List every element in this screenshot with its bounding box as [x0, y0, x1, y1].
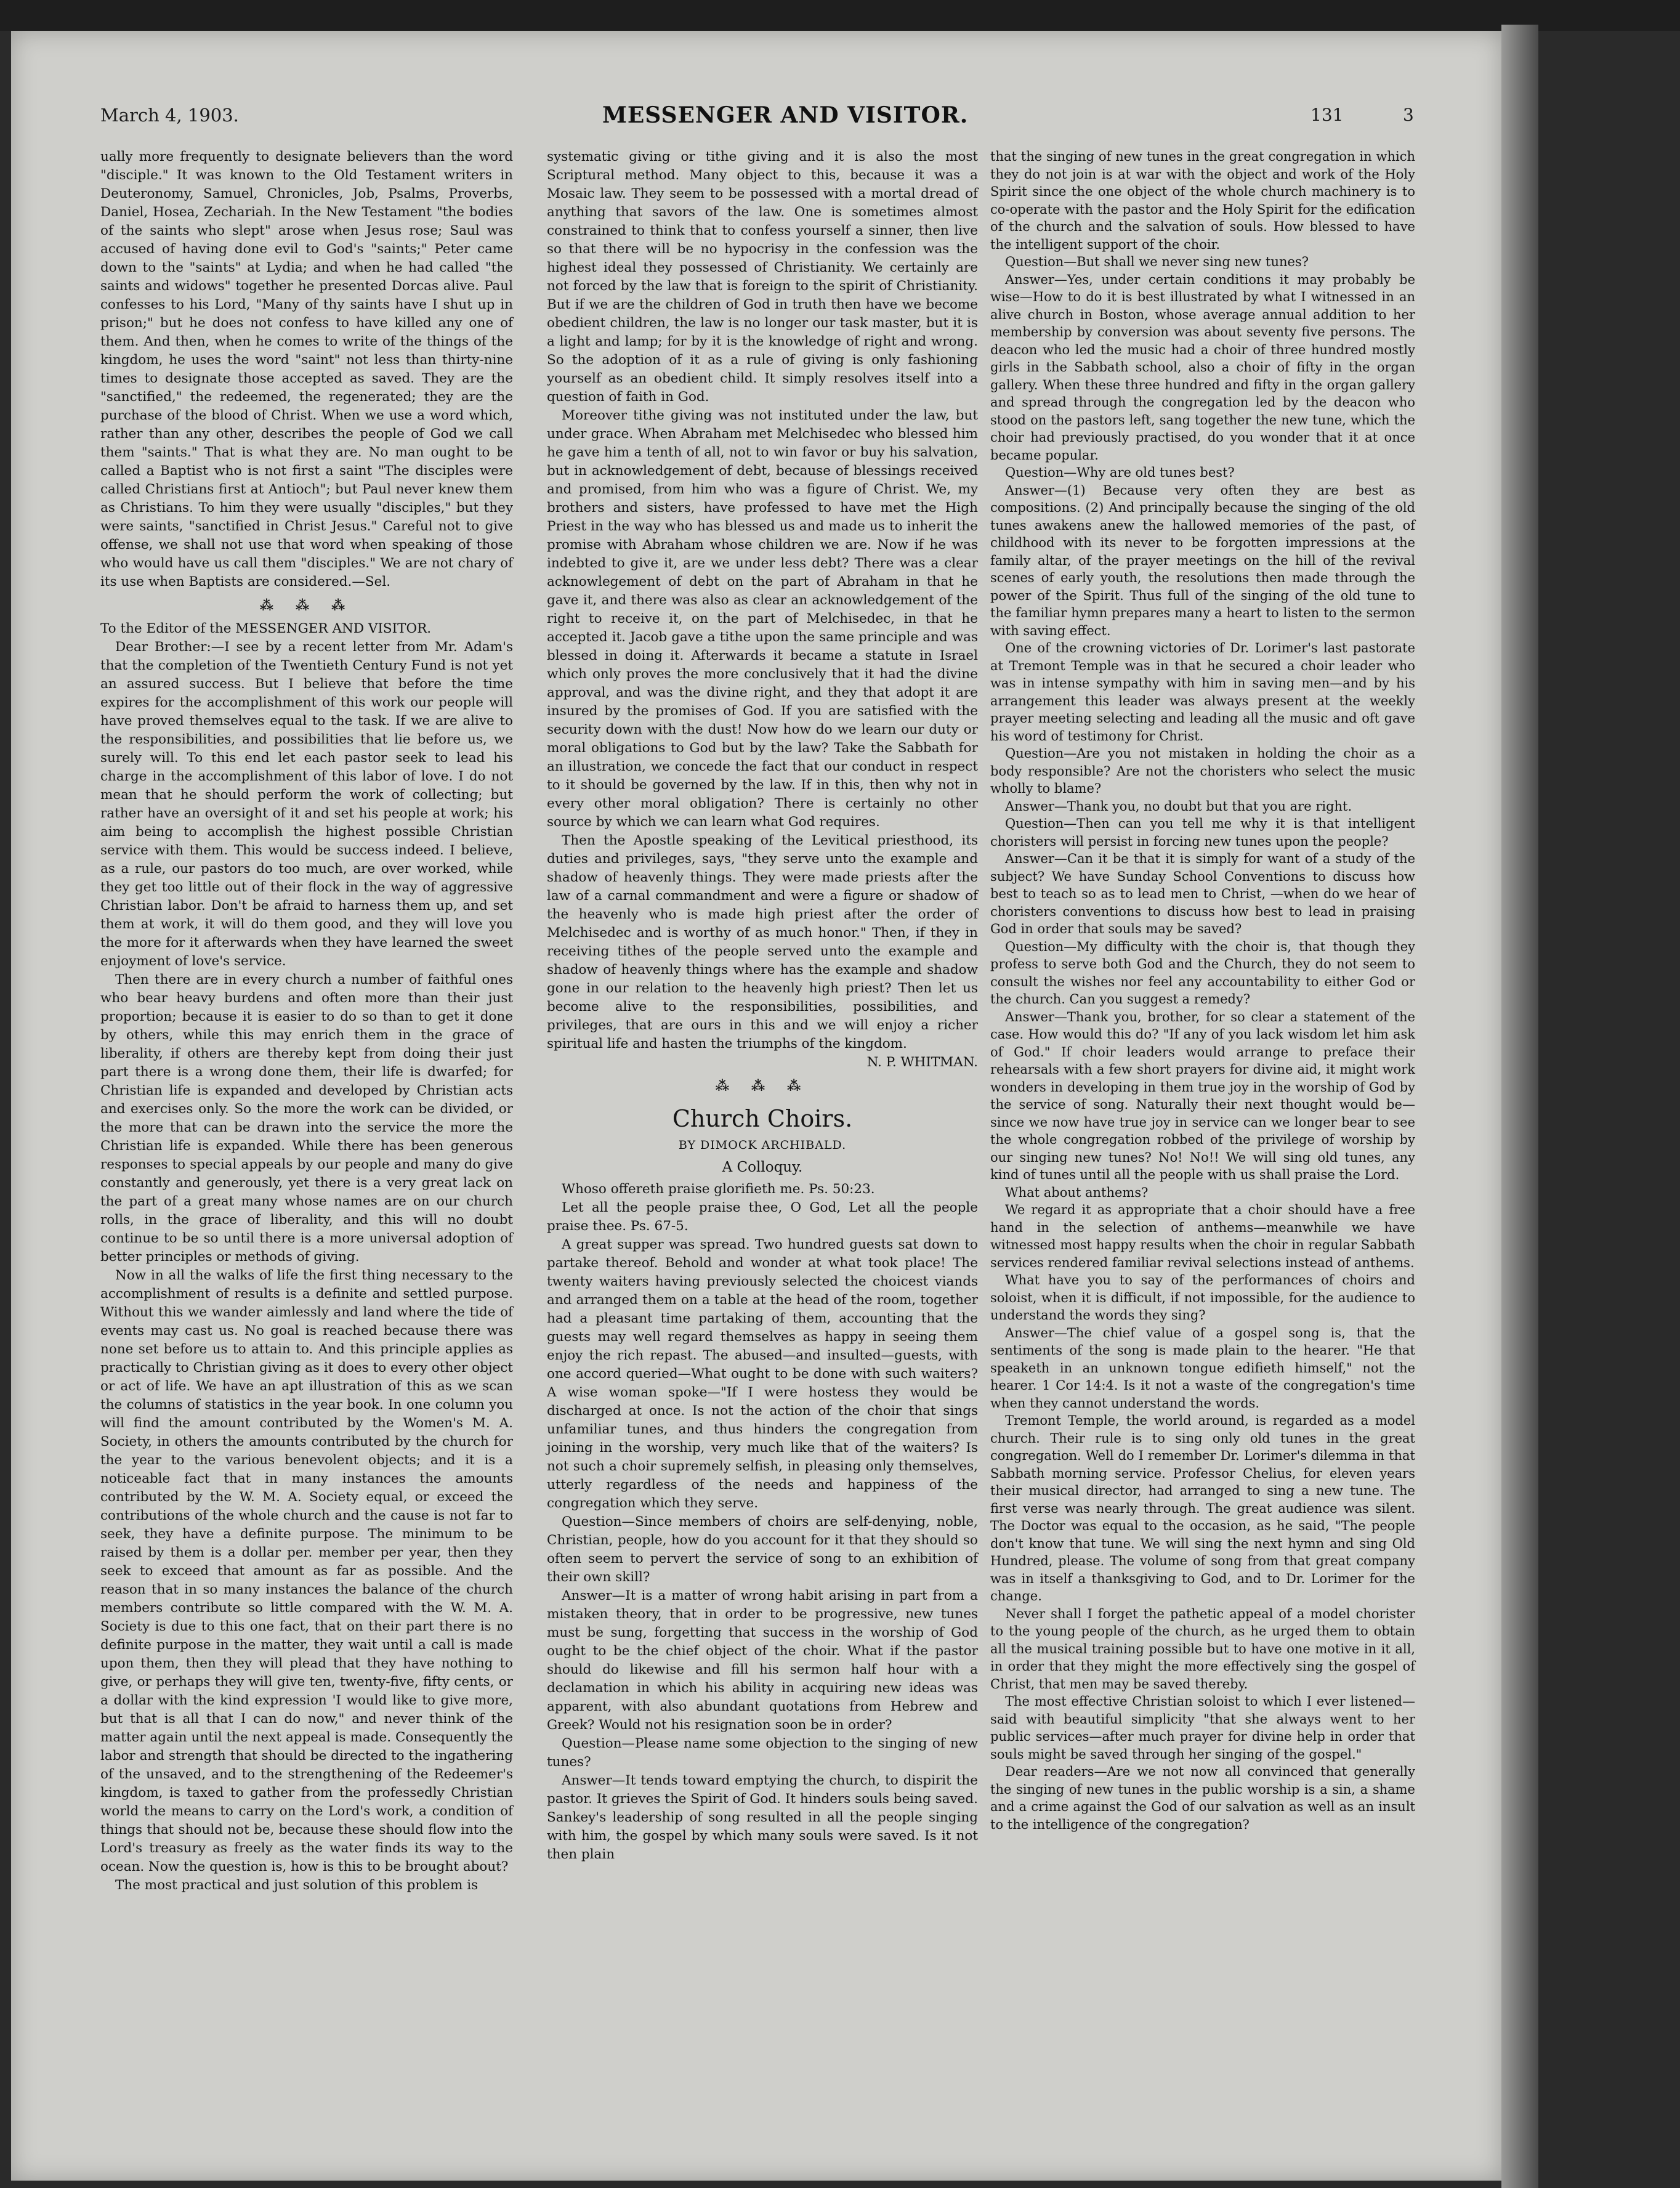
page-number: 3	[1403, 105, 1414, 125]
article-paragraph: Tremont Temple, the world around, is regarded as a model church. Their rule is to sing only old tunes in the great congregation. Well do I remember Dr. Lorimer's dilemma in that Sabbath morning service. Professor Chelius, for eleven years their musical director, had arranged to sing a new tune. The first verse was nearly through. The great audience was silent. The Doctor was equal to the occasion, as he said, "The people don't know that tune. We will sing the next hymn and sing Old Hundred, please. The volume of song from that great company was in itself a thanksgiving to God, and to Dr. Lorimer for the change.	[990, 1413, 1415, 1603]
masthead	[11, 74, 1501, 128]
section-divider: ⁂ ⁂ ⁂	[259, 598, 354, 614]
article-paragraph: What have you to say of the performances of choirs and soloist, when it is difficult, if not impossible, for the audience to understand the words they sing?	[990, 1273, 1415, 1323]
column-1	[100, 148, 513, 1895]
article-paragraph: The most effective Christian soloist to which I ever listened—said with beautiful simplicity "that she always went to her public services—after much prayer for divine help in order that souls might be saved through her singing of the gospel."	[990, 1694, 1415, 1762]
article-paragraph: systematic giving or tithe giving and it is also the most Scriptural method. Many object to this, because it was a Mosaic law. They seem to be possessed with a mortal dread of anything that savors of the law. One is sometimes almost constrained to think that to confess yourself a sinner, then live so that there will be no hypocrisy in the confession was the highest ideal they possessed of Christianity. We certainly are not forced by the law that is foreign to the spirit of Christianity. But if we are the children of God in truth then have we become obedient children, the law is no longer our task master, but it is a light and lamp; for by it is the knowledge of right and wrong. So the adoption of it as a rule of giving is only fashioning yourself as an obedient child. It simply resolves itself into a question of faith in God.	[547, 149, 978, 405]
article-subhead: A Colloquy.	[722, 1159, 803, 1175]
article-paragraph: Question—Why are old tunes best?	[1005, 465, 1235, 480]
author-signature: N. P. WHITMAN.	[866, 1055, 978, 1070]
article-paragraph: Answer—It is a matter of wrong habit arising in part from a mistaken theory, that in order to be progressive, new tunes must be sung, forgetting that success in the worship of God ought to be the chief object of the choir. What if the pastor should do likewise and fill his sermon half hour with a declamation in which his ability in acquiring new ideas was apparent, with also abundant quotations from Hebrew and Greek? Would not his resignation soon be in order?	[547, 1588, 978, 1733]
article-headline: Church Choirs.	[672, 1105, 853, 1132]
article-paragraph: ually more frequently to designate believers than the word "disciple." It was known to the Old Testament writers in Deuteronomy, Samuel, Chronicles, Job, Psalms, Proverbs, Daniel, Hosea, Zechariah. In the New Testament "the bodies of the saints who slept" arose when Jesus rose; Saul was accused of having done evil to God's "saints;" Peter came down to the "saints" at Lydia; and when he had called "the saints and widows" together he presented Dorcas alive. Paul confesses to his Lord, "Many of thy saints have I shut up in prison;" but he does not confess to have killed any one of them. And then, when he comes to write of the things of the kingdom, he uses the word "saint" not less than thirty-nine times to designate those accepted as saved. They are the "sanctified," the redeemed, the regenerated; they are the purchase of the blood of Christ. When we use a word which, rather than any other, describes the people of God we call them "saints." That is what they are. No man ought to be called a Baptist who is not first a saint "The disciples were called Christians first at Antioch"; but Paul never knew them as Christians. To him they were usually "disciples," but they were saints, "sanctified in Christ Jesus." Careful not to give offense, we shall not use that word when speaking of those who would have us call them "disciples." We are not chary of its use when Baptists are considered.—Sel.	[100, 149, 513, 590]
viewer-top-bar	[0, 0, 1680, 31]
article-paragraph: Never shall I forget the pathetic appeal of a model chorister to the young people of the church, as he urged them to obtain all the musical training possible but to have one motive in it all, in order that they might the more effectively sing the gospel of Christ, that men may be saved thereby.	[990, 1606, 1415, 1692]
article-paragraph: Answer—(1) Because very often they are best as compositions. (2) And principally because the singing of the old tunes awakens anew the hallowed memories of the past, of childhood with its never to be forgotten impressions at the family altar, of the prayer meetings on the hill of the revival scenes of early youth, the resolutions then made through the power of the Spirit. Thus full of the singing of the old tune to the familiar hymn prepares many a heart to listen to the sermon with saving effect.	[990, 482, 1415, 638]
page-edge-shadow	[1501, 25, 1538, 2188]
article-paragraph: Answer—Thank you, no doubt but that you are right.	[1005, 798, 1352, 814]
article-byline: BY DIMOCK ARCHIBALD.	[678, 1138, 847, 1152]
newspaper-title: MESSENGER AND VISITOR.	[602, 102, 969, 128]
column-3	[990, 148, 1415, 1833]
article-paragraph: Question—Then can you tell me why it is that intelligent choristers will persist in forcing new tunes upon the people?	[990, 816, 1415, 849]
article-paragraph: Dear Brother:—I see by a recent letter from Mr. Adam's that the completion of the Twentieth Century Fund is not yet an assured success. But I believe that before the time expires for the accomplishment of this work our people will have proved themselves equal to the task. If we are alive to the responsibilities, and possibilities that lie before us, we surely will. To this end let each pastor seek to lead his charge in the accomplishment of this labor of love. I do not mean that he should perform the work of collecting; but rather have an oversight of it and set his people at work; his aim being to accomplish the highest possible Christian service with them. This would be success indeed. I believe, as a rule, our pastors do too much, are over worked, while they get too little out of their flock in the way of aggressive Christian labor. Don't be afraid to harness them up, and set them at work, it will do them good, and they will love you the more for it afterwards when they have learned the sweet enjoyment of love's service.	[100, 639, 513, 969]
column-2	[547, 148, 978, 1864]
article-paragraph: Then the Apostle speaking of the Levitical priesthood, its duties and privileges, says, "they serve unto the example and shadow of heavenly things. They were made priests after the law of a carnal commandment and were a figure or shadow of the heavenly who is made high priest after the order of Melchisedec and is worthy of as much honor." Then, if they in receiving tithes of the people served unto the example and shadow of heavenly things where has the example and shadow gone in our relation to the heavenly high priest? Then let us become alive to the responsibilities, possibilities, and privileges, that are ours in this and we will enjoy a richer spiritual life and hasten the triumphs of the kingdom.	[547, 833, 978, 1051]
article-paragraph: Question—But shall we never sing new tunes?	[1005, 254, 1309, 269]
letter-salutation: To the Editor of the MESSENGER AND VISITOR.	[100, 621, 432, 636]
article-paragraph: Question—My difficulty with the choir is, that though they profess to serve both God and the Church, they do not seem to consult the wishes nor feel any accountability to either God or the church. Can you suggest a remedy?	[990, 939, 1415, 1007]
article-paragraph: Answer—Can it be that it is simply for want of a study of the subject? We have Sunday School Conventions to discuss how best to teach so as to lead men to Christ, —when do we hear of choristers conventions to discuss how best to lead in praising God in order that souls may be saved?	[990, 851, 1415, 936]
article-paragraph: Answer—Yes, under certain conditions it may probably be wise—How to do it is best illustrated by what I witnessed in an alive church in Boston, whose average annual addition to her membership by conversion was about seventy five persons. The deacon who led the music had a choir of three hundred mostly girls in the Sabbath school, also a choir of fifty in the organ gallery. When these three hundred and fifty in the organ gallery and spread through the congregation led by the deacon who stood on the pastors left, sang together the new tune, which the choir had previously practised, do you wonder that it at once became popular.	[990, 272, 1415, 463]
article-paragraph: Answer—It tends toward emptying the church, to dispirit the pastor. It grieves the Spirit of God. It hinders souls being saved. Sankey's leadership of song resulted in all the people singing with him, the gospel by which many souls were saved. Is it not then plain	[547, 1773, 978, 1862]
epigraph: Whoso offereth praise glorifieth me. Ps. 50:23.	[562, 1181, 875, 1197]
article-paragraph: We regard it as appropriate that a choir should have a free hand in the selection of anthems—meanwhile we have witnessed most happy results when the choir in regular Sabbath services rendered familiar revival selections instead of anthems.	[990, 1202, 1415, 1270]
article-paragraph: Answer—Thank you, brother, for so clear a statement of the case. How would this do? "If any of you lack wisdom let him ask of God." If choir leaders would arrange to preface their rehearsals with a few short prayers for divine aid, it might work wonders in developing in them true joy in the worship of God by the service of song. Naturally their next thought would be—since we now have true joy in service can we longer bear to see the whole congregation robbed of the privilege of worship by our singing new tunes? No! No!! We will sing old tunes, any kind of tunes until all the people with us shall praise the Lord.	[990, 1009, 1415, 1182]
article-paragraph: One of the crowning victories of Dr. Lorimer's last pastorate at Tremont Temple was in that he secured a choir leader who was in intense sympathy with him in saving men—and by his arrangement this leader was always present at the weekly prayer meeting selecting and leading all the music and oft gave his word of testimony for Christ.	[990, 641, 1415, 744]
epigraph: Let all the people praise thee, O God, Let all the people praise thee. Ps. 67-5.	[547, 1200, 978, 1234]
section-divider: ⁂ ⁂ ⁂	[715, 1078, 810, 1094]
newspaper-page	[11, 31, 1501, 2181]
article-paragraph: A great supper was spread. Two hundred guests sat down to partake thereof. Behold and wonder at what took place! The twenty waiters having previously selected the choicest viands and arranged them on a table at the head of the room, together had a pleasant time partaking of them, accounting that the guests may well regard themselves as happy in seeing them enjoy the rich repast. The abused—and insulted—guests, with one accord queried—What ought to be done with such waiters? A wise woman spoke—"If I were hostess they would be discharged at once. Is not the action of the choir that sings unfamiliar tunes, and thus hinders the congregation from joining in the worship, very much like that of the waiters? Is not such a choir supremely selfish, in pleasing only themselves, utterly regardless of the needs and happiness of the congregation which they serve.	[547, 1237, 978, 1511]
article-paragraph: Then there are in every church a number of faithful ones who bear heavy burdens and often more than their just proportion; because it is easier to do so than to get it done by others, while this may enrich them in the grace of liberality, if others are thereby kept from doing their just part there is a wrong done them, their life is dwarfed; for Christian life is expanded and developed by Christian acts and exercises only. So the more the work can be divided, or the more that can be drawn into the service the more the Christian life is expanded. While there has been generous responses to special appeals by our people and many do give constantly and generously, yet there is a very great lack on the part of a great many whose names are on our church rolls, in the grace of liberality, and this will no doubt continue to be so until there is a more universal adoption of better principles or methods of giving.	[100, 972, 513, 1265]
issue-number: 131	[1310, 105, 1344, 125]
article-paragraph: What about anthems?	[1005, 1185, 1149, 1200]
issue-date: March 4, 1903.	[100, 105, 239, 126]
article-paragraph: Dear readers—Are we not now all convinced that generally the singing of new tunes in the public worship is a sin, a shame and a crime against the God of our salvation as well as an insult to the intelligence of the congregation?	[990, 1764, 1415, 1832]
article-paragraph: Question—Please name some objection to the singing of new tunes?	[547, 1736, 978, 1770]
article-paragraph: Answer—The chief value of a gospel song is, that the sentiments of the song is made plain to the hearer. "He that speaketh in an unknown tongue edifieth himself," not the hearer. 1 Cor 14:4. Is it not a waste of the congregation's time when they cannot understand the words.	[990, 1325, 1415, 1411]
article-paragraph: that the singing of new tunes in the great congregation in which they do not join is at war with the object and work of the Holy Spirit since the one object of the whole church machinery is to co-operate with the pastor and the Holy Spirit for the edification of the church and the salvation of souls. How blessed to have the intelligent support of the choir.	[990, 149, 1415, 252]
article-paragraph: The most practical and just solution of this problem is	[115, 1878, 479, 1893]
article-paragraph: Moreover tithe giving was not instituted under the law, but under grace. When Abraham met Melchisedec who blessed him he gave him a tenth of all, not to win favor or buy his salvation, but in acknowledgement of debt, because of blessings received and promised, from him who was a figure of Christ. We, my brothers and sisters, have professed to have met the High Priest in the way who has blessed us and made us to inherit the promise with Abraham whose children we are. Now if he was indebted to give it, are we under less debt? There was a clear acknowlegement of debt on the part of Abraham in that he gave it, and there was also as clear an acknowledgement of the right to receive it, on the part of Melchisedec, in that he accepted it. Jacob gave a tithe upon the same principle and was blessed in doing it. Afterwards it became a statute in Israel which only proves the more conclusively that it had the divine approval, and was the divine right, and they that adopt it are insured by the promises of God. If you are satisfied with the security down with the dust! Now how do we learn our duty or moral obligations to God but by the law? Take the Sabbath for an illustration, we concede the fact that our conduct in respect to it should be governed by the law. If in this, then why not in every other moral obligation? There is certainly no other source by which we can learn what God requires.	[547, 408, 978, 830]
article-paragraph: Now in all the walks of life the first thing necessary to the accomplishment of results is a definite and settled purpose. Without this we wander aimlessly and land where the tide of events may cast us. No goal is reached because there was none set before us to attain to. And this principle applies as practically to Christian giving as it does to every other object or act of life. We have an apt illustration of this as we scan the columns of statistics in the year book. In one column you will find the amount contributed by the Women's M. A. Society, in others the amounts contributed by the church for the year to the various benevolent objects; and it is a noticeable fact that in many instances the amounts contributed by the W. M. A. Society equal, or exceed the contributions of the whole church and the cause is not far to seek, they have a definite purpose. The minimum to be raised by them is a dollar per. member per year, then they seek to exceed that amount as far as possible. And the reason that in so many instances the balance of the church members contribute so little compared with the W. M. A. Society is due to this one fact, that on their part there is no definite purpose in the matter, they wait until a call is made upon them, then they will plead that they have nothing to give, or perhaps they will give ten, twenty-five, fifty cents, or a dollar with the kind expression 'I would like to give more, but that is all that I can do now," and never think of the matter again until the next appeal is made. Consequently the labor and strength that should be directed to the ingathering of the unsaved, and to the strengthening of the Redeemer's kingdom, is taxed to gather from the professedly Christian world the means to carry on the Lord's work, a condition of things that should not be, because these should flow into the Lord's treasury as freely as the water finds its way to the ocean. Now the question is, how is this to be brought about?	[100, 1268, 513, 1874]
article-paragraph: Question—Are you not mistaken in holding the choir as a body responsible? Are not the choristers who select the music wholly to blame?	[990, 746, 1415, 796]
article-paragraph: Question—Since members of choirs are self-denying, noble, Christian, people, how do you account for it that they should so often seem to pervert the service of song to an exhibition of their own skill?	[547, 1514, 978, 1585]
